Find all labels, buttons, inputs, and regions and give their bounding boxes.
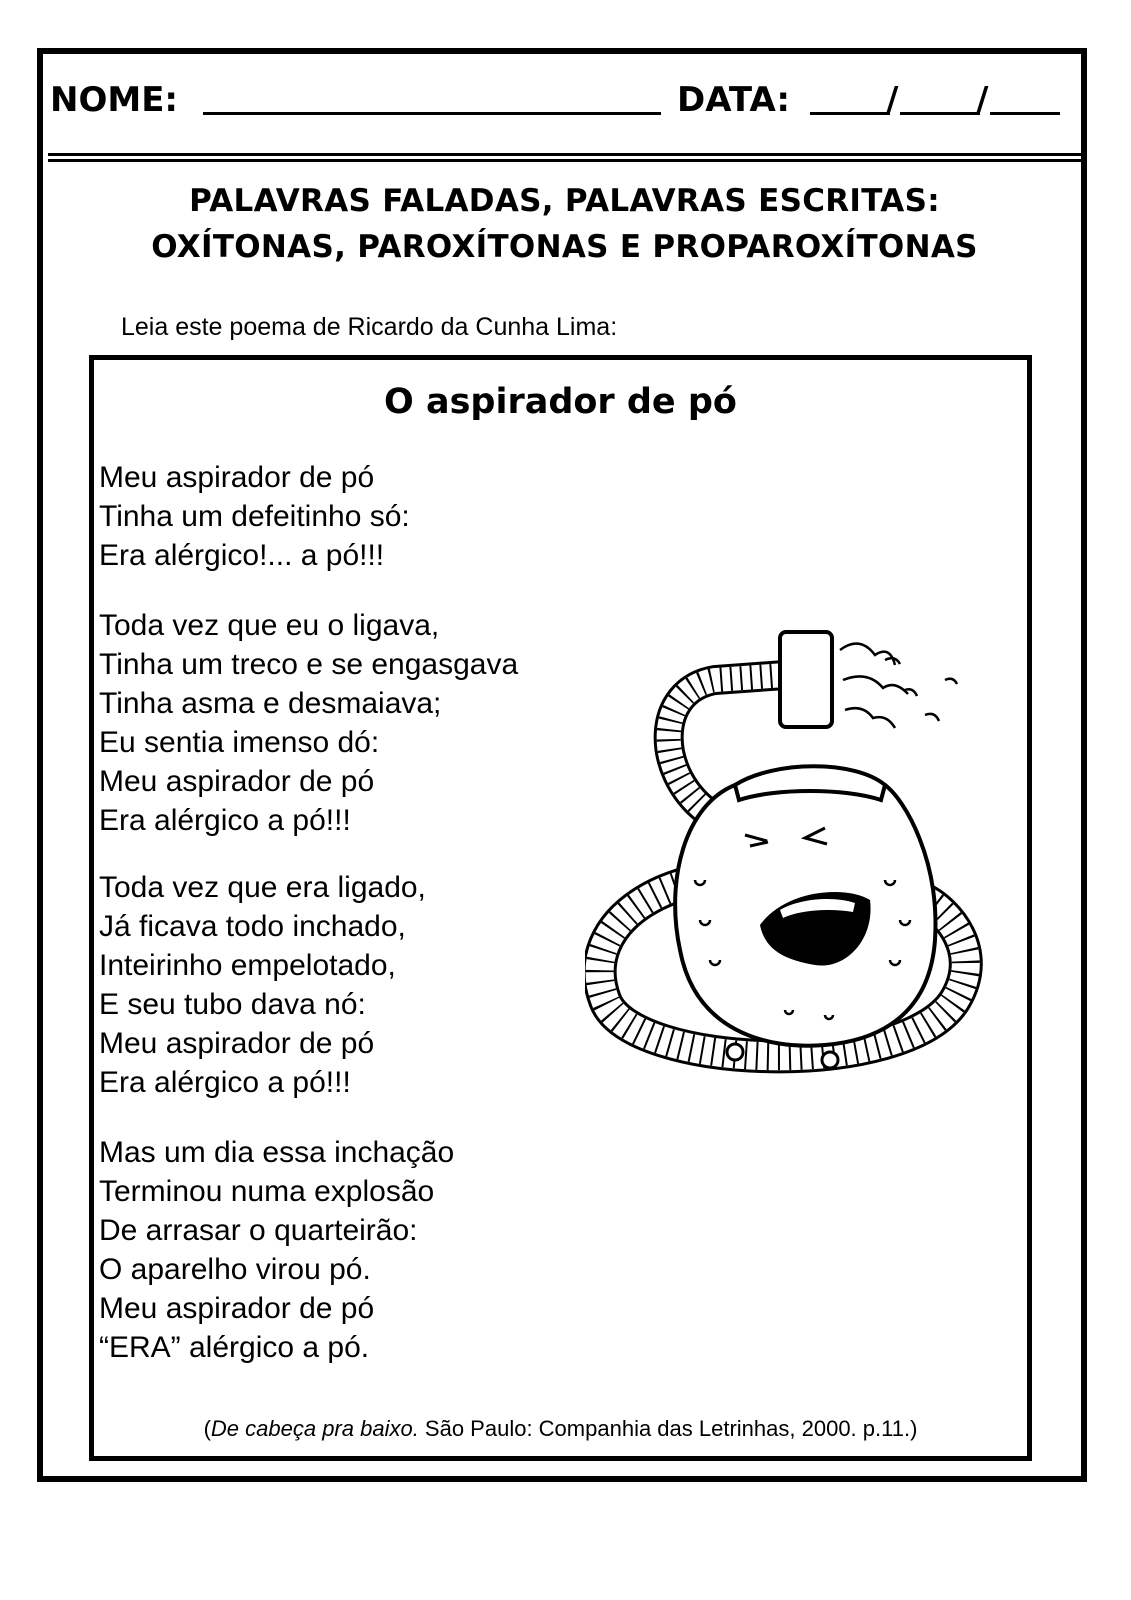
poem-line: Terminou numa explosão [99,1175,435,1208]
vacuum-cleaner-illustration [585,620,985,1105]
poem-line: Toda vez que era ligado, [99,871,426,904]
poem-line: Tinha um treco e se engasgava [99,648,519,681]
poem-stanza-3 [99,868,426,1102]
book-title: De cabeça pra baixo. [210,1416,419,1441]
citation-details: São Paulo: Companhia das Letrinhas, 2000. p.11.) [418,1416,918,1441]
name-label: NOME: [50,80,179,120]
poem-line: Inteirinho empelotado, [99,949,396,982]
date-month-field[interactable] [900,112,980,115]
poem-source-citation [89,1416,1032,1442]
poem-line: Meu aspirador de pó [99,765,375,798]
date-day-field[interactable] [810,112,890,115]
poem-line: Meu aspirador de pó [99,1292,375,1325]
poem-line: Tinha um defeitinho só: [99,500,410,533]
page-title-line-1: PALAVRAS FALADAS, PALAVRAS ESCRITAS: [189,183,940,219]
poem-line: Toda vez que eu o ligava, [99,609,440,642]
divider [48,159,1081,162]
poem-line: Tinha asma e desmaiava; [99,687,442,720]
poem-line: Era alérgico a pó!!! [99,804,351,837]
poem-line: Meu aspirador de pó [99,1027,375,1060]
poem-line: De arrasar o quarteirão: [99,1214,418,1247]
date-slash: / [886,80,899,120]
poem-line: Eu sentia imenso dó: [99,726,380,759]
divider [48,153,1081,156]
page-title-line-2: OXÍTONAS, PAROXÍTONAS E PROPAROXÍTONAS [151,229,978,265]
citation-open: ( [203,1416,211,1441]
intro-text: Leia este poema de Ricardo da Cunha Lima: [121,313,618,341]
name-field[interactable] [203,112,661,115]
date-slash: / [976,80,989,120]
poem-line: Mas um dia essa inchação [99,1136,455,1169]
poem-stanza-4 [99,1133,454,1367]
poem-line: O aparelho virou pó. [99,1253,371,1286]
date-label: DATA: [677,80,790,120]
poem-line: “ERA” alérgico a pó. [99,1331,370,1364]
date-year-field[interactable] [990,112,1060,115]
poem-title: O aspirador de pó [384,382,737,422]
poem-line: E seu tubo dava nó: [99,988,366,1021]
header-row [50,78,1060,122]
poem-line: Já ficava todo inchado, [99,910,406,943]
poem-stanza-1 [99,458,410,575]
cartoon-vacuum-cleaner-icon [585,620,985,1100]
poem-stanza-2 [99,606,518,840]
poem-line: Era alérgico a pó!!! [99,1066,351,1099]
poem-line: Meu aspirador de pó [99,461,375,494]
poem-line: Era alérgico!... a pó!!! [99,539,385,572]
